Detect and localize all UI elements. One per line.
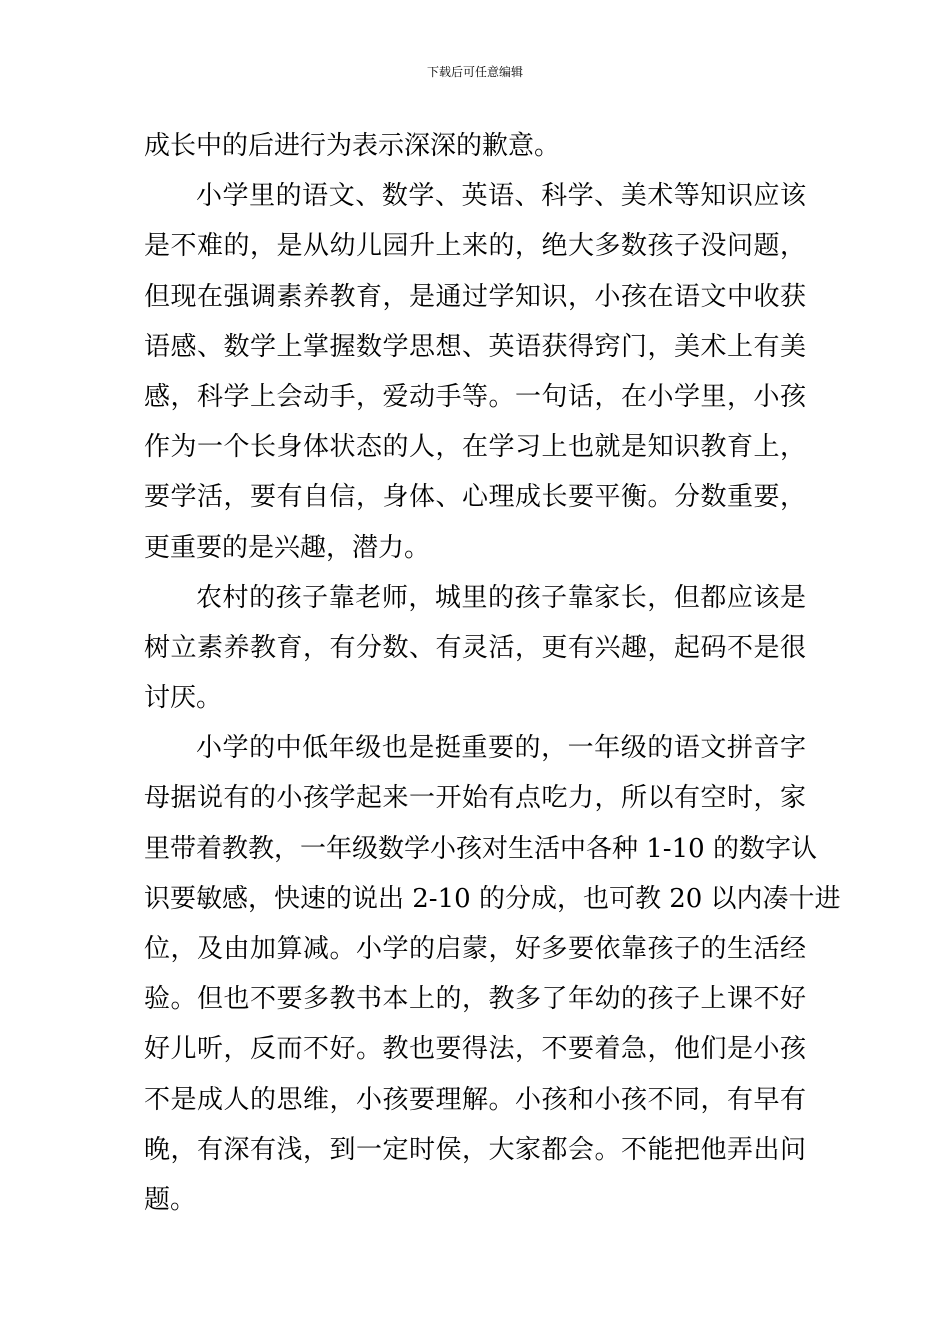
- paragraph-first-line: 小学里的语文、数学、英语、科学、美术等知识应该: [196, 181, 806, 212]
- text-line: 语感、数学上掌握数学思想、英语获得窍门，美术上有美: [144, 331, 806, 362]
- text-line: 位，及由加算减。小学的启蒙，好多要依靠孩子的生活经: [144, 934, 806, 964]
- text-line: 要学活，要有自信，身体、心理成长要平衡。分数重要，: [144, 482, 806, 513]
- text-line: 更重要的是兴趣，潜力。: [144, 532, 431, 563]
- text-line: 成长中的后进行为表示深深的歉意。: [144, 131, 561, 161]
- text-line: 讨厌。: [144, 683, 223, 714]
- text-line: 感，科学上会动手，爱动手等。一句话，在小学里，小孩: [144, 381, 806, 412]
- text-line: 识要敏感，快速的说出 2-10 的分成，也可教 20 以内凑十进: [144, 883, 841, 914]
- text-line: 好儿听，反而不好。教也要得法，不要着急，他们是小孩: [144, 1034, 806, 1065]
- text-line: 里带着教教，一年级数学小孩对生活中各种 1-10 的数字认: [144, 833, 817, 864]
- header-note: 下载后可任意编辑: [426, 65, 523, 79]
- text-line: 不是成人的思维，小孩要理解。小孩和小孩不同，有早有: [144, 1084, 806, 1115]
- body-text: [144, 121, 841, 1225]
- text-line: 作为一个长身体状态的人，在学习上也就是知识教育上，: [144, 432, 806, 463]
- paragraph-first-line: 农村的孩子靠老师，城里的孩子靠家长，但都应该是: [196, 582, 806, 613]
- text-line: 树立素养教育，有分数、有灵活，更有兴趣，起码不是很: [144, 632, 806, 663]
- paragraph-first-line: 小学的中低年级也是挺重要的，一年级的语文拼音字: [196, 733, 806, 764]
- text-line: 但现在强调素养教育，是通过学知识，小孩在语文中收获: [144, 281, 806, 312]
- text-line: 晚，有深有浅，到一定时侯，大家都会。不能把他弄出问: [144, 1134, 806, 1165]
- text-line: 题。: [144, 1184, 197, 1215]
- text-line: 母据说有的小孩学起来一开始有点吃力，所以有空时，家: [144, 783, 806, 814]
- text-line: 验。但也不要多教书本上的，教多了年幼的孩子上课不好: [144, 984, 806, 1015]
- text-line: 是不难的，是从幼儿园升上来的，绝大多数孩子没问题，: [144, 231, 806, 262]
